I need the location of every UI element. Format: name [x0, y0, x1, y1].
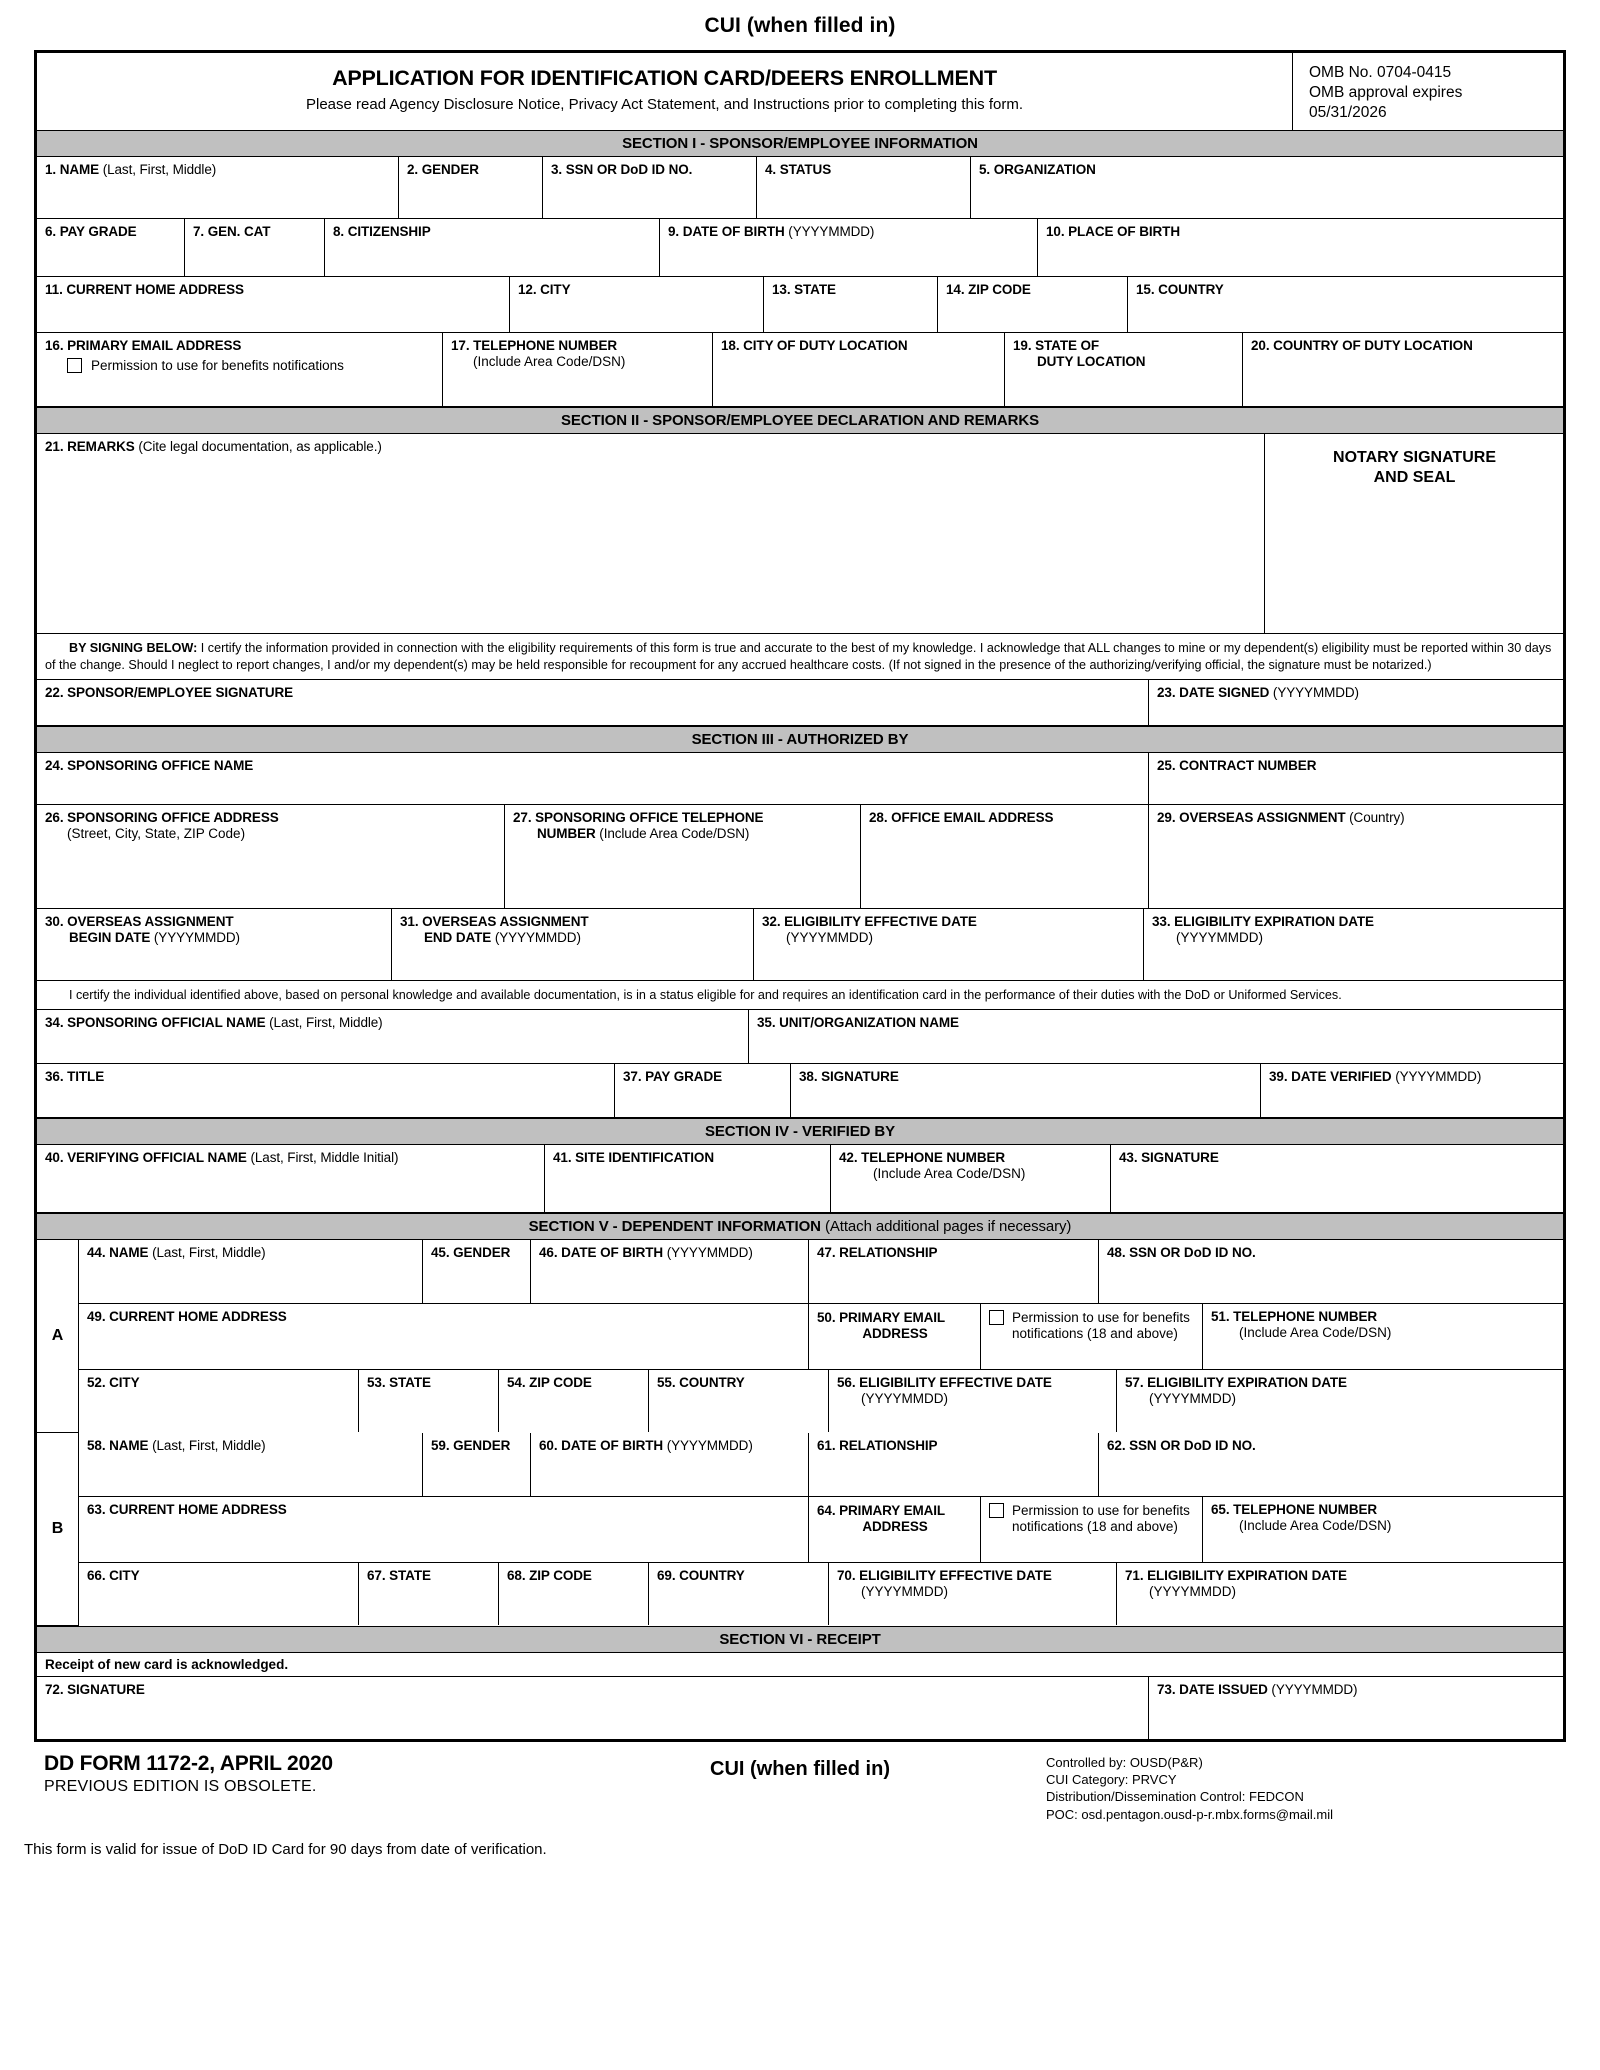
field-37-pay-grade[interactable]: [615, 1064, 791, 1118]
omb-number: OMB No. 0704-0415: [1309, 64, 1452, 81]
field-71-hint: (YYYYMMDD): [1149, 1583, 1236, 1599]
field-6-label: 6. PAY GRADE: [45, 224, 137, 240]
field-66-label: 66. CITY: [87, 1567, 140, 1583]
field-18-city-duty-location[interactable]: [713, 333, 1005, 407]
section3-row-3: [37, 909, 1563, 981]
field-71-dependent-elig-expiration[interactable]: [1117, 1563, 1563, 1625]
section3-row-2: [37, 805, 1563, 909]
field-19-label-line2: DUTY LOCATION: [1037, 354, 1146, 370]
field-50-permission-group[interactable]: [981, 1304, 1203, 1370]
field-24-sponsoring-office-name[interactable]: [37, 753, 1149, 805]
field-58-dependent-name[interactable]: [79, 1433, 423, 1497]
field-7-gen-cat[interactable]: [185, 219, 325, 277]
field-72-signature[interactable]: [37, 1677, 1149, 1739]
field-15-country[interactable]: [1128, 277, 1563, 333]
field-14-label: 14. ZIP CODE: [946, 282, 1031, 298]
field-73-label: 73. DATE ISSUED: [1157, 1681, 1268, 1697]
distribution-control: Distribution/Dissemination Control: FEDCON: [1046, 1789, 1304, 1805]
dd-form-1172-2: [34, 50, 1566, 1742]
field-66-dependent-city[interactable]: [79, 1563, 359, 1625]
field-67-label: 67. STATE: [367, 1567, 431, 1583]
field-4-status[interactable]: [757, 157, 971, 219]
field-68-dependent-zip[interactable]: [499, 1563, 649, 1625]
section1-row-4: [37, 333, 1563, 407]
field-22-sponsor-signature[interactable]: [37, 680, 1149, 726]
field-41-label: 41. SITE IDENTIFICATION: [553, 1149, 714, 1165]
field-9-date-of-birth[interactable]: [660, 219, 1038, 277]
field-21-label: 21. REMARKS: [45, 439, 135, 455]
field-13-state[interactable]: [764, 277, 938, 333]
notary-signature-area[interactable]: [1265, 434, 1563, 634]
form-number: DD FORM 1172-2, APRIL 2020: [44, 1751, 333, 1775]
field-31-hint: (YYYYMMDD): [491, 929, 581, 945]
field-28-office-email-address[interactable]: [861, 805, 1149, 909]
field-65-label: 65. TELEPHONE NUMBER: [1211, 1501, 1378, 1517]
field-65-dependent-telephone[interactable]: [1203, 1497, 1563, 1563]
page-title: APPLICATION FOR IDENTIFICATION CARD/DEERS ENROLLMENT: [332, 66, 997, 90]
field-47-dependent-relationship[interactable]: [809, 1240, 1099, 1304]
field-15-label: 15. COUNTRY: [1136, 282, 1224, 298]
field-2-label: 2. GENDER: [407, 162, 479, 178]
header-title-block: [37, 53, 1293, 130]
field-20-country-duty-location[interactable]: [1243, 333, 1563, 407]
field-70-label: 70. ELIGIBILITY EFFECTIVE DATE: [837, 1567, 1052, 1583]
field-32-label: 32. ELIGIBILITY EFFECTIVE DATE: [762, 913, 977, 929]
field-39-label: 39. DATE VERIFIED: [1269, 1068, 1392, 1084]
field-3-ssn[interactable]: [543, 157, 757, 219]
field-47-label: 47. RELATIONSHIP: [817, 1244, 938, 1260]
field-8-label: 8. CITIZENSHIP: [333, 224, 431, 240]
field-25-label: 25. CONTRACT NUMBER: [1157, 757, 1317, 773]
field-34-hint: (Last, First, Middle): [265, 1014, 383, 1030]
field-55-dependent-country[interactable]: [649, 1370, 829, 1432]
field-56-label: 56. ELIGIBILITY EFFECTIVE DATE: [837, 1374, 1052, 1390]
field-58-label: 58. NAME: [87, 1437, 149, 1453]
by-signing-below-statement: [37, 634, 1563, 679]
field-61-label: 61. RELATIONSHIP: [817, 1437, 938, 1453]
field-17-telephone[interactable]: [443, 333, 713, 407]
field-30-hint: (YYYYMMDD): [150, 929, 240, 945]
field-52-label: 52. CITY: [87, 1374, 140, 1390]
field-39-hint: (YYYYMMDD): [1391, 1068, 1482, 1084]
field-12-city[interactable]: [510, 277, 764, 333]
field-17-label: 17. TELEPHONE NUMBER: [451, 338, 618, 354]
field-29-overseas-assignment[interactable]: [1149, 805, 1563, 909]
field-44-dependent-name[interactable]: [79, 1240, 423, 1304]
field-73-date-issued[interactable]: [1149, 1677, 1563, 1739]
field-23-label: 23. DATE SIGNED: [1157, 684, 1270, 700]
official-certification-statement: [37, 981, 1563, 1010]
field-57-label: 57. ELIGIBILITY EXPIRATION DATE: [1125, 1374, 1347, 1390]
field-30-label-line2: BEGIN DATE: [69, 929, 151, 945]
dependent-a-row-3: [79, 1370, 1563, 1432]
field-1-hint: (Last, First, Middle): [99, 162, 217, 178]
field-32-eligibility-effective-date[interactable]: [754, 909, 1144, 981]
field-60-label: 60. DATE OF BIRTH: [539, 1437, 664, 1453]
field-8-citizenship[interactable]: [325, 219, 660, 277]
field-58-hint: (Last, First, Middle): [148, 1437, 266, 1453]
field-38-label: 38. SIGNATURE: [799, 1068, 899, 1084]
field-68-label: 68. ZIP CODE: [507, 1567, 592, 1583]
field-26-label: 26. SPONSORING OFFICE ADDRESS: [45, 809, 279, 825]
field-42-label: 42. TELEPHONE NUMBER: [839, 1149, 1006, 1165]
field-10-place-of-birth[interactable]: [1038, 219, 1563, 277]
field-42-telephone-number[interactable]: [831, 1145, 1111, 1213]
notary-label-line2: AND SEAL: [1373, 469, 1456, 487]
field-24-label: 24. SPONSORING OFFICE NAME: [45, 757, 254, 773]
validity-notice: This form is valid for issue of DoD ID Card for 90 days from date of verification.: [24, 1840, 547, 1858]
field-40-verifying-official-name[interactable]: [37, 1145, 545, 1213]
field-56-dependent-elig-effective[interactable]: [829, 1370, 1117, 1432]
field-11-home-address[interactable]: [37, 277, 510, 333]
field-16-permission-text: Permission to use for benefits notifications: [91, 358, 344, 374]
field-28-label: 28. OFFICE EMAIL ADDRESS: [869, 809, 1054, 825]
field-52-dependent-city[interactable]: [79, 1370, 359, 1432]
omb-expires-date: 05/31/2026: [1309, 103, 1387, 121]
section4-row-1: [37, 1145, 1563, 1213]
section2-signature-row: [37, 680, 1563, 726]
field-62-dependent-ssn[interactable]: [1099, 1433, 1563, 1497]
field-64-permission-line2: notifications (18 and above): [1012, 1518, 1178, 1534]
field-57-hint: (YYYYMMDD): [1149, 1390, 1236, 1406]
section-5-subtitle: (Attach additional pages if necessary): [820, 1217, 1072, 1235]
field-34-label: 34. SPONSORING OFFICIAL NAME: [45, 1014, 266, 1030]
field-50-label-line2: ADDRESS: [862, 1325, 928, 1341]
section1-row-1: [37, 157, 1563, 219]
cui-category: CUI Category: PRVCY: [1046, 1771, 1177, 1787]
cui-control-block: [1046, 1752, 1566, 1823]
section3-row-5: [37, 1064, 1563, 1118]
controlled-by: Controlled by: OUSD(P&R): [1046, 1754, 1203, 1770]
field-35-unit-organization-name[interactable]: [749, 1010, 1563, 1064]
section3-row-4: [37, 1010, 1563, 1064]
field-40-hint: (Last, First, Middle Initial): [246, 1149, 399, 1165]
field-35-label: 35. UNIT/ORGANIZATION NAME: [757, 1014, 959, 1030]
field-30-label-line1: 30. OVERSEAS ASSIGNMENT: [45, 913, 234, 929]
form-header: [37, 53, 1563, 131]
field-30-overseas-begin-date[interactable]: [37, 909, 392, 981]
field-46-hint: (YYYYMMDD): [663, 1244, 753, 1260]
field-26-sponsoring-office-address[interactable]: [37, 805, 505, 909]
field-6-pay-grade[interactable]: [37, 219, 185, 277]
field-54-label: 54. ZIP CODE: [507, 1374, 592, 1390]
field-55-label: 55. COUNTRY: [657, 1374, 745, 1390]
section-3-bar: SECTION III - AUTHORIZED BY: [37, 726, 1563, 753]
field-3-label: 3. SSN OR DoD ID NO.: [551, 162, 693, 178]
field-33-eligibility-expiration-date[interactable]: [1144, 909, 1563, 981]
field-61-dependent-relationship[interactable]: [809, 1433, 1099, 1497]
by-signing-below-text: I certify the information provided in connection with the eligibility requirements of this form is true and accurate to the best of my knowledge. I acknowledge that ALL changes to mine or my dependent(s) eligibility must be reported within 30 days of the change. Should I neglect to report changes, I and/or my dependent(s) may be held responsible for recoupment for any accrued healthcare costs. (If not signed in the presence of the authorizing/verifying official, the signature must be notarized.): [45, 641, 1552, 673]
field-50-permission-line2: notifications (18 and above): [1012, 1325, 1178, 1341]
checkbox-dependent-a-email-permission[interactable]: [989, 1310, 1004, 1325]
field-31-overseas-end-date[interactable]: [392, 909, 754, 981]
field-16-label: 16. PRIMARY EMAIL ADDRESS: [45, 338, 242, 354]
field-46-label: 46. DATE OF BIRTH: [539, 1244, 664, 1260]
field-10-label: 10. PLACE OF BIRTH: [1046, 224, 1180, 240]
field-60-hint: (YYYYMMDD): [663, 1437, 753, 1453]
omb-expires-label: OMB approval expires: [1309, 83, 1463, 101]
section-5-title: SECTION V - DEPENDENT INFORMATION: [528, 1217, 821, 1235]
field-51-hint: (Include Area Code/DSN): [1239, 1324, 1392, 1340]
field-7-label: 7. GEN. CAT: [193, 224, 271, 240]
field-44-label: 44. NAME: [87, 1244, 149, 1260]
field-69-label: 69. COUNTRY: [657, 1567, 745, 1583]
field-33-hint: (YYYYMMDD): [1176, 929, 1263, 945]
field-57-dependent-elig-expiration[interactable]: [1117, 1370, 1563, 1432]
field-29-hint: (Country): [1345, 809, 1405, 825]
field-64-label-line2: ADDRESS: [862, 1518, 928, 1534]
field-12-label: 12. CITY: [518, 282, 571, 298]
field-63-dependent-address[interactable]: [79, 1497, 809, 1563]
field-45-label: 45. GENDER: [431, 1244, 511, 1260]
field-72-label: 72. SIGNATURE: [45, 1681, 145, 1697]
field-62-label: 62. SSN OR DoD ID NO.: [1107, 1437, 1256, 1453]
field-27-hint: (Include Area Code/DSN): [595, 825, 750, 841]
cui-banner-bottom: CUI (when filled in): [710, 1757, 890, 1780]
footer-left-block: [34, 1752, 554, 1796]
dependent-a-row-1: [79, 1240, 1563, 1304]
field-59-dependent-gender[interactable]: [423, 1433, 531, 1497]
field-17-hint: (Include Area Code/DSN): [473, 354, 626, 370]
by-signing-below-bold: BY SIGNING BELOW:: [69, 641, 198, 656]
field-27-sponsoring-office-telephone[interactable]: [505, 805, 861, 909]
dependent-block-b: [37, 1433, 1563, 1626]
header-subtitle: Please read Agency Disclosure Notice, Privacy Act Statement, and Instructions prior to completing this form.: [306, 96, 1023, 113]
field-19-label-line1: 19. STATE OF: [1013, 338, 1100, 354]
section-1-bar: SECTION I - SPONSOR/EMPLOYEE INFORMATION: [37, 131, 1563, 157]
checkbox-dependent-b-email-permission[interactable]: [989, 1503, 1004, 1518]
dependent-a-row-2: [79, 1304, 1563, 1370]
field-42-hint: (Include Area Code/DSN): [873, 1165, 1026, 1181]
dependent-b-row-1: [79, 1433, 1563, 1497]
dependent-b-row-3: [79, 1563, 1563, 1625]
field-60-dependent-dob[interactable]: [531, 1433, 809, 1497]
field-50-dependent-email[interactable]: [809, 1304, 981, 1370]
field-48-dependent-ssn[interactable]: [1099, 1240, 1563, 1304]
field-51-label: 51. TELEPHONE NUMBER: [1211, 1308, 1378, 1324]
field-33-label: 33. ELIGIBILITY EXPIRATION DATE: [1152, 913, 1374, 929]
field-29-label: 29. OVERSEAS ASSIGNMENT: [1157, 809, 1346, 825]
field-22-label: 22. SPONSOR/EMPLOYEE SIGNATURE: [45, 684, 294, 700]
field-36-label: 36. TITLE: [45, 1068, 105, 1084]
form-footer: [24, 1742, 1566, 1858]
field-27-label-line2: NUMBER: [537, 825, 596, 841]
section-5-bar: [37, 1213, 1563, 1240]
field-11-label: 11. CURRENT HOME ADDRESS: [45, 282, 244, 298]
field-25-contract-number[interactable]: [1149, 753, 1563, 805]
field-5-label: 5. ORGANIZATION: [979, 162, 1096, 178]
poc-email: POC: osd.pentagon.ousd-p-r.mbx.forms@mail.mil: [1046, 1806, 1334, 1822]
field-21-hint: (Cite legal documentation, as applicable.): [134, 439, 382, 455]
field-69-dependent-country[interactable]: [649, 1563, 829, 1625]
field-46-dependent-dob[interactable]: [531, 1240, 809, 1304]
field-64-dependent-email[interactable]: [809, 1497, 981, 1563]
field-36-title[interactable]: [37, 1064, 615, 1118]
field-59-label: 59. GENDER: [431, 1437, 511, 1453]
previous-edition-notice: PREVIOUS EDITION IS OBSOLETE.: [44, 1777, 317, 1795]
field-19-state-duty-location[interactable]: [1005, 333, 1243, 407]
field-49-label: 49. CURRENT HOME ADDRESS: [87, 1308, 287, 1324]
field-41-site-identification[interactable]: [545, 1145, 831, 1213]
field-14-zip-code[interactable]: [938, 277, 1128, 333]
field-43-signature[interactable]: [1111, 1145, 1563, 1213]
dependent-block-a: [37, 1240, 1563, 1433]
dependent-b-row-2: [79, 1497, 1563, 1563]
field-18-label: 18. CITY OF DUTY LOCATION: [721, 338, 908, 354]
field-13-label: 13. STATE: [772, 282, 836, 298]
field-9-label: 9. DATE OF BIRTH: [668, 224, 785, 240]
checkbox-sponsor-email-permission[interactable]: [67, 358, 82, 373]
field-63-label: 63. CURRENT HOME ADDRESS: [87, 1501, 287, 1517]
field-64-label-line1: 64. PRIMARY EMAIL: [817, 1502, 946, 1518]
field-20-label: 20. COUNTRY OF DUTY LOCATION: [1251, 338, 1473, 354]
field-43-label: 43. SIGNATURE: [1119, 1149, 1219, 1165]
field-32-hint: (YYYYMMDD): [786, 929, 873, 945]
cui-banner-top: CUI (when filled in): [704, 14, 896, 37]
field-5-organization[interactable]: [971, 157, 1563, 219]
field-40-label: 40. VERIFYING OFFICIAL NAME: [45, 1149, 247, 1165]
field-21-remarks[interactable]: [37, 434, 1265, 634]
field-26-hint: (Street, City, State, ZIP Code): [67, 825, 246, 841]
field-53-label: 53. STATE: [367, 1374, 431, 1390]
field-45-dependent-gender[interactable]: [423, 1240, 531, 1304]
field-37-label: 37. PAY GRADE: [623, 1068, 722, 1084]
field-64-permission-group[interactable]: [981, 1497, 1203, 1563]
section1-row-3: [37, 277, 1563, 333]
field-39-date-verified[interactable]: [1261, 1064, 1563, 1118]
field-64-permission-line1: Permission to use for benefits: [1012, 1502, 1190, 1518]
omb-info-block: [1293, 53, 1563, 130]
field-31-label-line2: END DATE: [424, 929, 492, 945]
field-50-label-line1: 50. PRIMARY EMAIL: [817, 1309, 946, 1325]
field-73-hint: (YYYYMMDD): [1267, 1681, 1358, 1697]
field-44-hint: (Last, First, Middle): [148, 1244, 266, 1260]
field-23-date-signed[interactable]: [1149, 680, 1563, 726]
field-50-permission-line1: Permission to use for benefits: [1012, 1309, 1190, 1325]
field-34-sponsoring-official-name[interactable]: [37, 1010, 749, 1064]
section-6-bar: SECTION VI - RECEIPT: [37, 1626, 1563, 1653]
section-4-bar: SECTION IV - VERIFIED BY: [37, 1118, 1563, 1145]
field-16-primary-email[interactable]: [37, 333, 443, 407]
receipt-acknowledgement: Receipt of new card is acknowledged.: [37, 1653, 1563, 1677]
field-71-label: 71. ELIGIBILITY EXPIRATION DATE: [1125, 1567, 1347, 1583]
field-48-label: 48. SSN OR DoD ID NO.: [1107, 1244, 1256, 1260]
section2-remarks-row: [37, 434, 1563, 634]
official-certification-text: I certify the individual identified above, based on personal knowledge and available documentation, is in a status eligible for and requires an identification card in the performance of their duties with the DoD or Uniformed Services.: [69, 987, 1342, 1002]
field-51-dependent-telephone[interactable]: [1203, 1304, 1563, 1370]
field-1-label: 1. NAME: [45, 162, 100, 178]
field-38-signature[interactable]: [791, 1064, 1261, 1118]
field-70-hint: (YYYYMMDD): [861, 1583, 948, 1599]
section3-row-1: [37, 753, 1563, 805]
dependent-letter-a: A: [37, 1240, 79, 1433]
field-56-hint: (YYYYMMDD): [861, 1390, 948, 1406]
field-4-label: 4. STATUS: [765, 162, 832, 178]
field-49-dependent-address[interactable]: [79, 1304, 809, 1370]
field-1-name[interactable]: [37, 157, 399, 219]
field-70-dependent-elig-effective[interactable]: [829, 1563, 1117, 1625]
notary-label-line1: NOTARY SIGNATURE: [1333, 449, 1496, 467]
section-2-bar: SECTION II - SPONSOR/EMPLOYEE DECLARATION AND REMARKS: [37, 407, 1563, 434]
field-65-hint: (Include Area Code/DSN): [1239, 1517, 1392, 1533]
field-27-label-line1: 27. SPONSORING OFFICE TELEPHONE: [513, 809, 764, 825]
field-53-dependent-state[interactable]: [359, 1370, 499, 1432]
dependent-letter-b: B: [37, 1433, 79, 1626]
section1-row-2: [37, 219, 1563, 277]
field-31-label-line1: 31. OVERSEAS ASSIGNMENT: [400, 913, 589, 929]
field-54-dependent-zip[interactable]: [499, 1370, 649, 1432]
field-23-hint: (YYYYMMDD): [1269, 684, 1359, 700]
field-2-gender[interactable]: [399, 157, 543, 219]
field-9-hint: (YYYYMMDD): [784, 224, 875, 240]
section6-row-1: [37, 1677, 1563, 1739]
field-67-dependent-state[interactable]: [359, 1563, 499, 1625]
